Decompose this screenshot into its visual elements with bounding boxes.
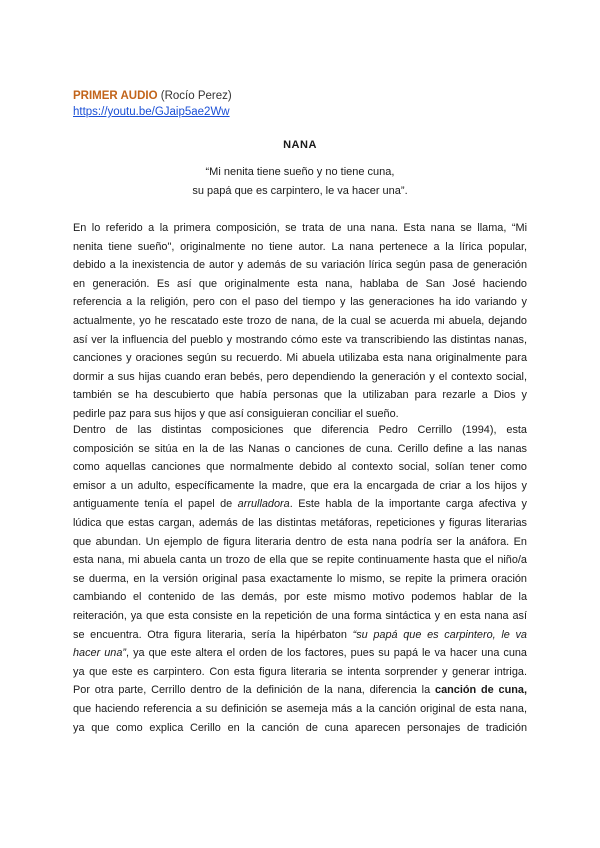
paragraph-line [73, 626, 527, 645]
paragraph-line: así ver la influencia del pueblo y mostrando cómo este va transcribiendo las distintas nanas, [73, 333, 527, 346]
text-run: se encuentra. Otra figura literaria, sería la hipérbaton [73, 628, 353, 641]
paragraph-line: En lo referido a la primera composición, se trata de una nana. Esta nana se llama, “Mi [73, 222, 527, 234]
paragraph-2 [73, 421, 527, 737]
paragraph-line: ya que este es carpintero. Con esta figura literaria se intenta sorprender y generar intriga. [73, 665, 527, 678]
paragraph-line: en generación. Es así que originalmente esta nana, hablaba de San José haciendo [73, 277, 527, 290]
paragraph-line: debido a la inexistencia de autor y además de su variación lírica según pasa de generación [73, 259, 527, 272]
paragraph-line: actualmente, yo he rescatado este trozo de nana, de la cual se acuerda mi abuela, dejando [73, 314, 527, 327]
paragraph-line [73, 495, 527, 514]
paragraph-line: pedirle paz para sus hijos y que así consiguieran conciliar el sueño. [73, 407, 399, 420]
paragraph-line: cambiando el contenido de las demás, por este mismo motivo podemos hablar de la [73, 591, 527, 604]
paragraph-line: canciones y oraciones según su recuerdo. Mi abuela utilizaba esta nana originalmente para [73, 352, 527, 365]
text-run: . Este habla de la importante carga afectiva y [289, 498, 527, 511]
audio-header [73, 88, 232, 120]
paragraph-line: reiteración, ya que esta consiste en la repetición de una forma sintáctica y en esta nana así [73, 609, 527, 622]
audio-author: (Rocío Perez) [160, 90, 232, 102]
paragraph-line: esta nana, mi abuela canta un trozo de ella que se repite continuamente hasta que el niño/a [73, 554, 527, 567]
paragraph-line: que haciendo referencia a su definición se asemeja más a la canción original de esta nana, [73, 702, 527, 715]
text-run: , ya que este altera el orden de los factores, pues su papá le va hacer una cuna [126, 647, 527, 660]
paragraph-line [73, 681, 527, 700]
paragraph-line: como aquellas canciones que normalmente debido al contexto social, solían tener como [73, 461, 527, 474]
paragraph-line: nenita tiene sueño", originalmente no tiene autor. La nana pertenece a la lírica popular, [73, 240, 527, 253]
paragraph-line: lúdica que estas cargan, además de las distintas metáforas, repeticiones y figuras literarias [73, 516, 527, 529]
nana-title: NANA [283, 139, 317, 151]
audio-title: PRIMER AUDIO [73, 90, 158, 102]
paragraph-line: composición se sitúa en la de las Nanas o canciones de cuna. Cerillo define a las nanas [73, 442, 527, 455]
paragraph-line: Dentro de las distintas composiciones que diferencia Pedro Cerrillo (1994), esta [73, 424, 527, 436]
italic-term: arrulladora [237, 498, 290, 511]
quote-line: su papá que es carpintero, le va hacer una”. [192, 184, 408, 197]
nana-quote [0, 163, 600, 200]
paragraph-line: dormir a sus hijas cuando eran bebés, pero dependiendo la generación y el contexto social, [73, 370, 527, 383]
paragraph-line: referencia a la religión, pero con el paso del tiempo y las generaciones ha ido variando y [73, 296, 527, 309]
paragraph-line: que abundan. Un ejemplo de figura literaria dentro de esta nana podría ser la anáfora. En [73, 535, 527, 548]
text-run: antiguamente tenía el papel de [73, 498, 238, 511]
italic-quote: “su papá que es carpintero, le va [352, 628, 527, 641]
paragraph-line [73, 644, 527, 663]
paragraph-line: emisor a un adulto, específicamente la madre, que era la encargada de criar a los hijos y [73, 479, 527, 492]
italic-quote: hacer una” [73, 647, 127, 660]
paragraph-line: también se ha descubierto que había personas que la utilizaban para rezarle a Dios y [73, 389, 527, 402]
quote-line: “Mi nenita tiene sueño y no tiene cuna, [205, 166, 395, 178]
text-run: Por otra parte, Cerrillo dentro de la definición de la nana, diferencia la [73, 684, 436, 697]
paragraph-1 [73, 219, 527, 424]
paragraph-line: se duerma, en la versión original pasa exactamente lo mismo, se repite la primera oración [73, 572, 527, 585]
bold-term: canción de cuna, [435, 684, 528, 697]
paragraph-line: ya que como explica Cerillo en la canción de cuna aparecen personajes de tradición [73, 721, 527, 734]
youtube-link[interactable]: https://youtu.be/GJaip5ae2Ww [73, 106, 230, 118]
